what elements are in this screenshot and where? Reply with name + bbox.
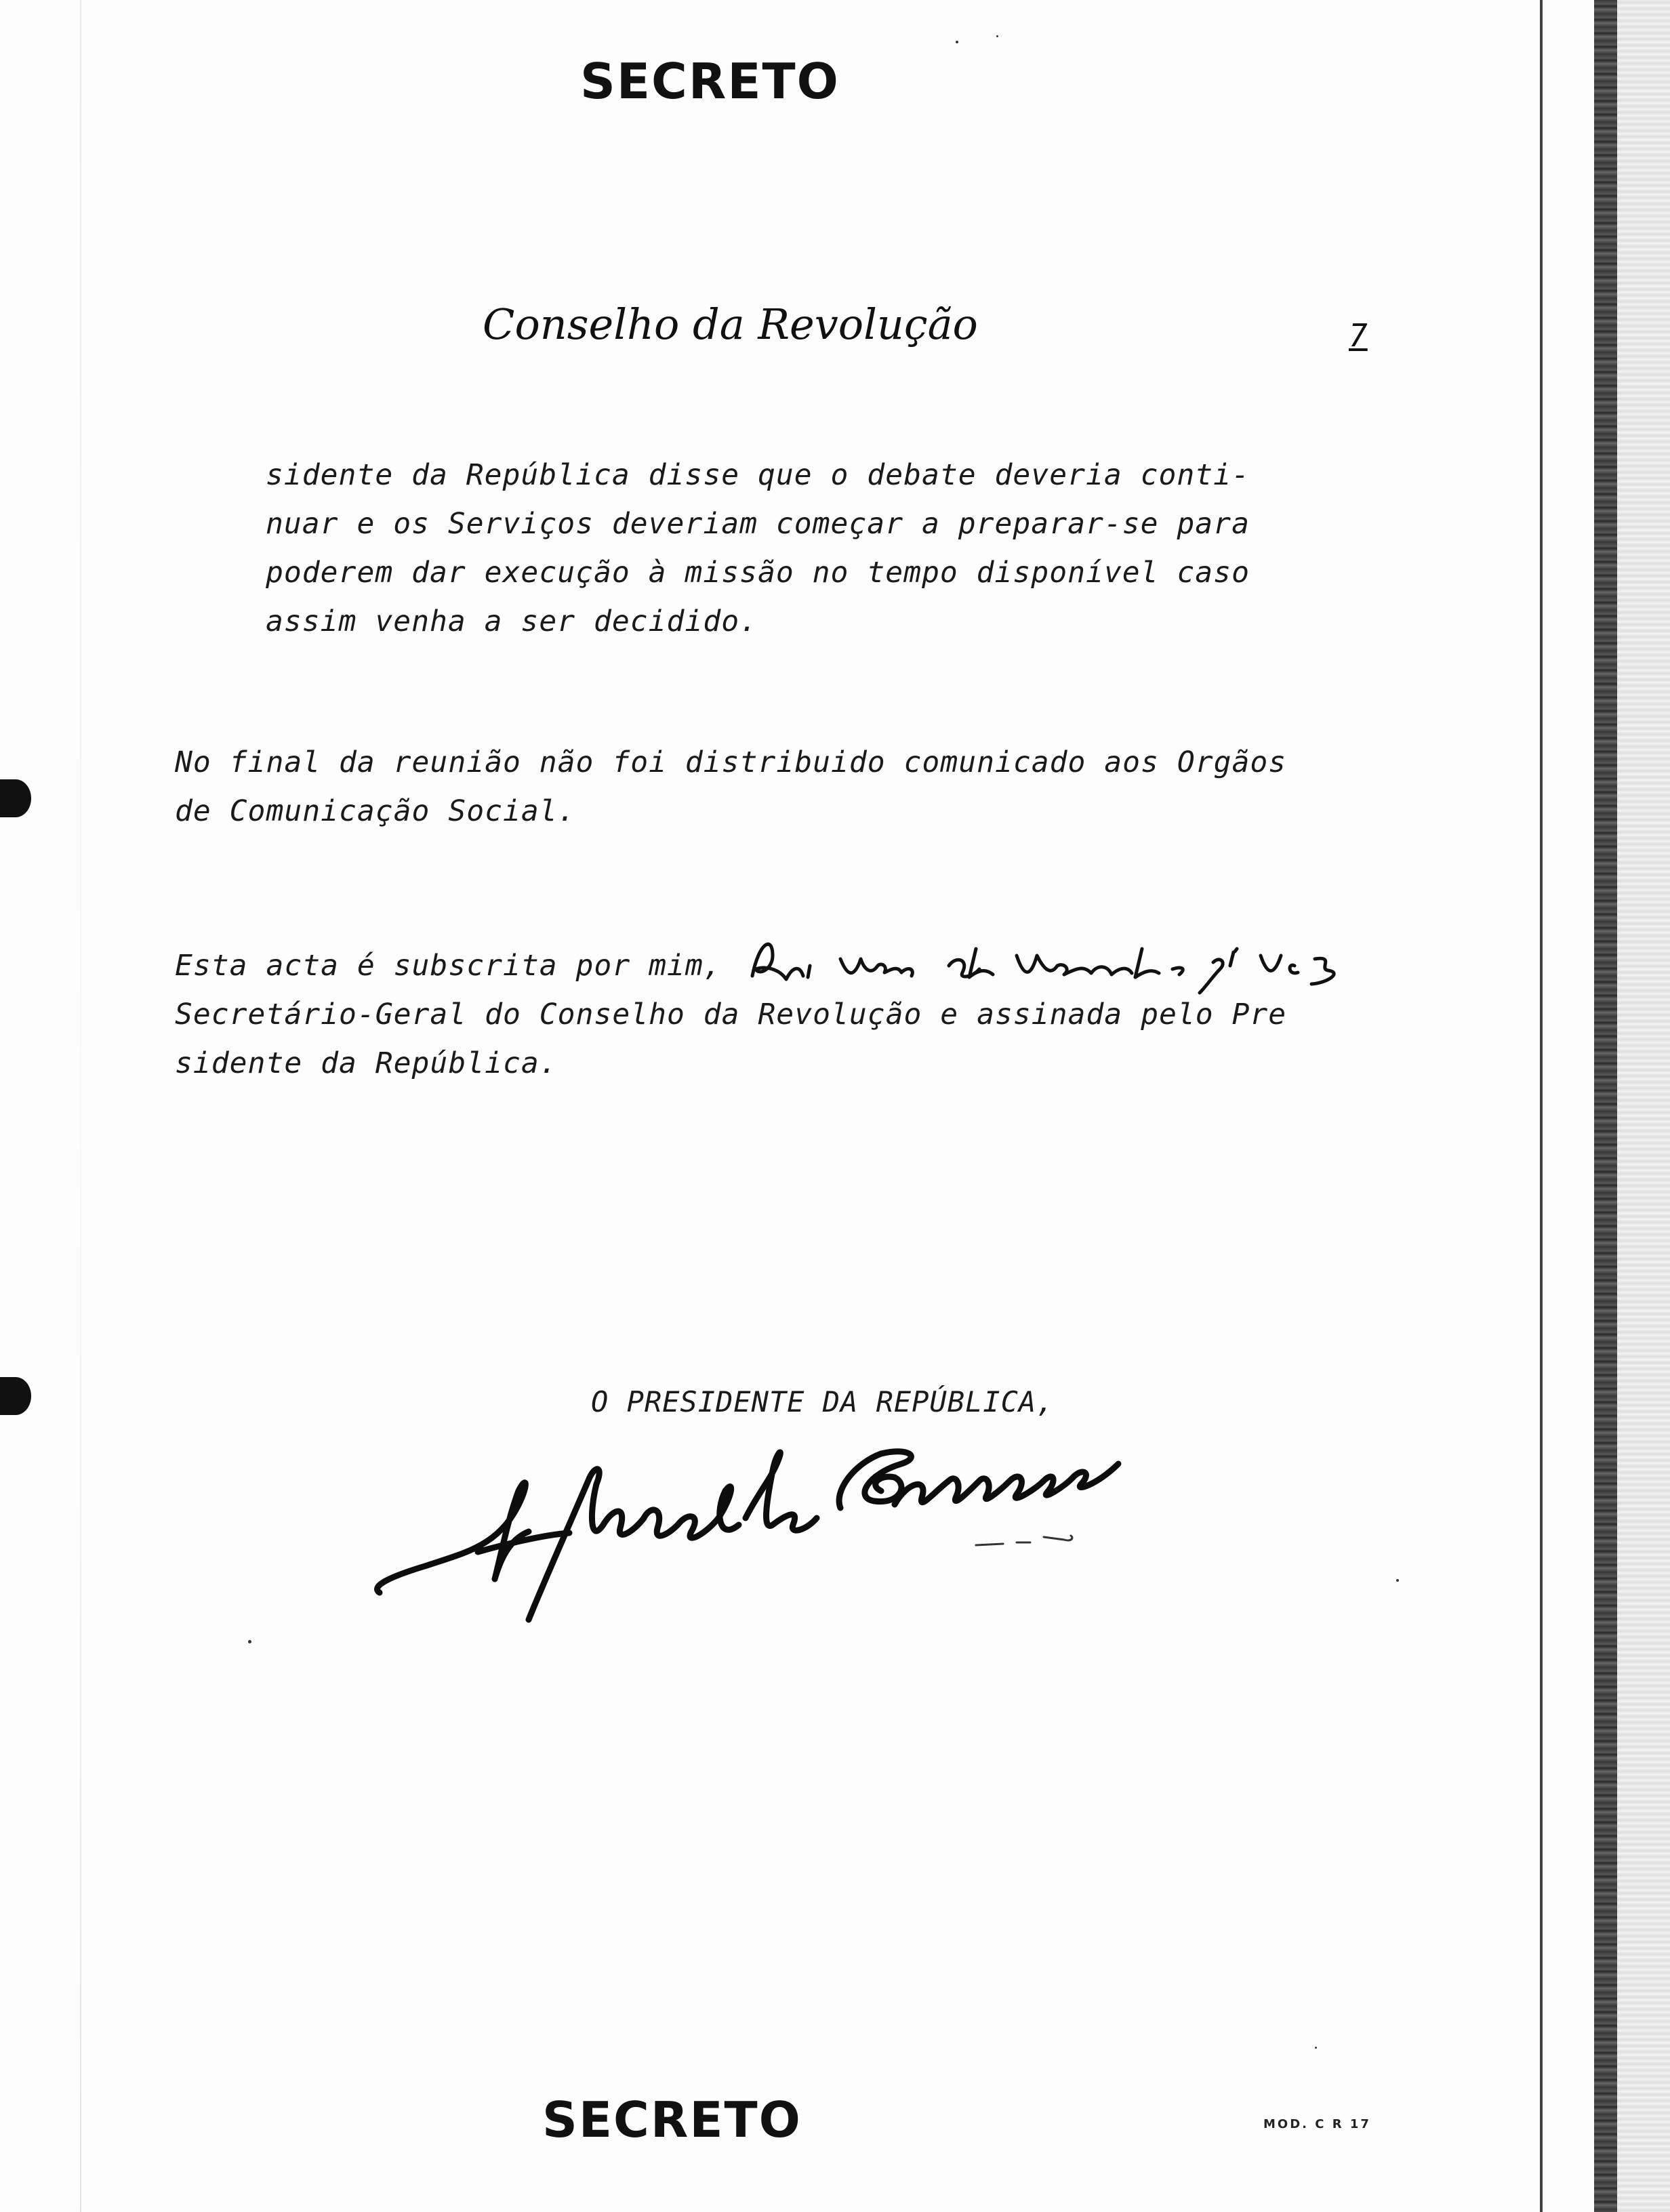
classification-stamp-top: SECRETO xyxy=(580,53,840,110)
letterhead: Conselho da Revolução xyxy=(483,300,978,349)
punch-hole-lower xyxy=(0,1377,31,1415)
scan-speck xyxy=(996,35,998,37)
page-number: 7 xyxy=(1349,317,1368,354)
binding-edge xyxy=(1594,0,1617,2212)
president-signature xyxy=(366,1416,1220,1633)
form-code: MOD. C R 17 xyxy=(1263,2117,1371,2131)
paragraph-2-line-2: de Comunicação Social. xyxy=(175,794,576,828)
paragraph-1-line-2: nuar e os Serviços deveriam começar a preparar-se para xyxy=(266,507,1250,541)
scan-speck xyxy=(956,41,958,43)
paragraph-3-line-2: Secretário-Geral do Conselho da Revolução e assinada pelo Pre xyxy=(175,998,1287,1031)
scan-speck xyxy=(248,1640,251,1643)
scan-speck xyxy=(1315,2047,1317,2049)
binding-edge-shadow xyxy=(1617,0,1670,2212)
paragraph-1-line-3: poderem dar execução à missão no tempo disponível caso xyxy=(266,556,1250,590)
punch-hole-upper xyxy=(0,779,31,817)
signature-label: O PRESIDENTE DA REPÚBLICA, xyxy=(591,1385,1055,1418)
paragraph-1-line-4: assim venha a ser decidido. xyxy=(266,605,758,638)
left-margin-line xyxy=(80,0,81,2212)
paragraph-3-line-1: Esta acta é subscrita por mim, xyxy=(175,949,722,983)
classification-stamp-bottom: SECRETO xyxy=(542,2091,802,2148)
paragraph-1-line-1: sidente da República disse que o debate deveria conti- xyxy=(266,458,1250,492)
scan-speck xyxy=(1396,1579,1399,1582)
paragraph-2-line-1: No final da reunião não foi distribuido comunicado aos Orgãos xyxy=(175,745,1287,779)
paragraph-3-line-3: sidente da República. xyxy=(175,1046,558,1080)
binding-edge-line xyxy=(1540,0,1543,2212)
secretary-signature xyxy=(746,928,1356,996)
